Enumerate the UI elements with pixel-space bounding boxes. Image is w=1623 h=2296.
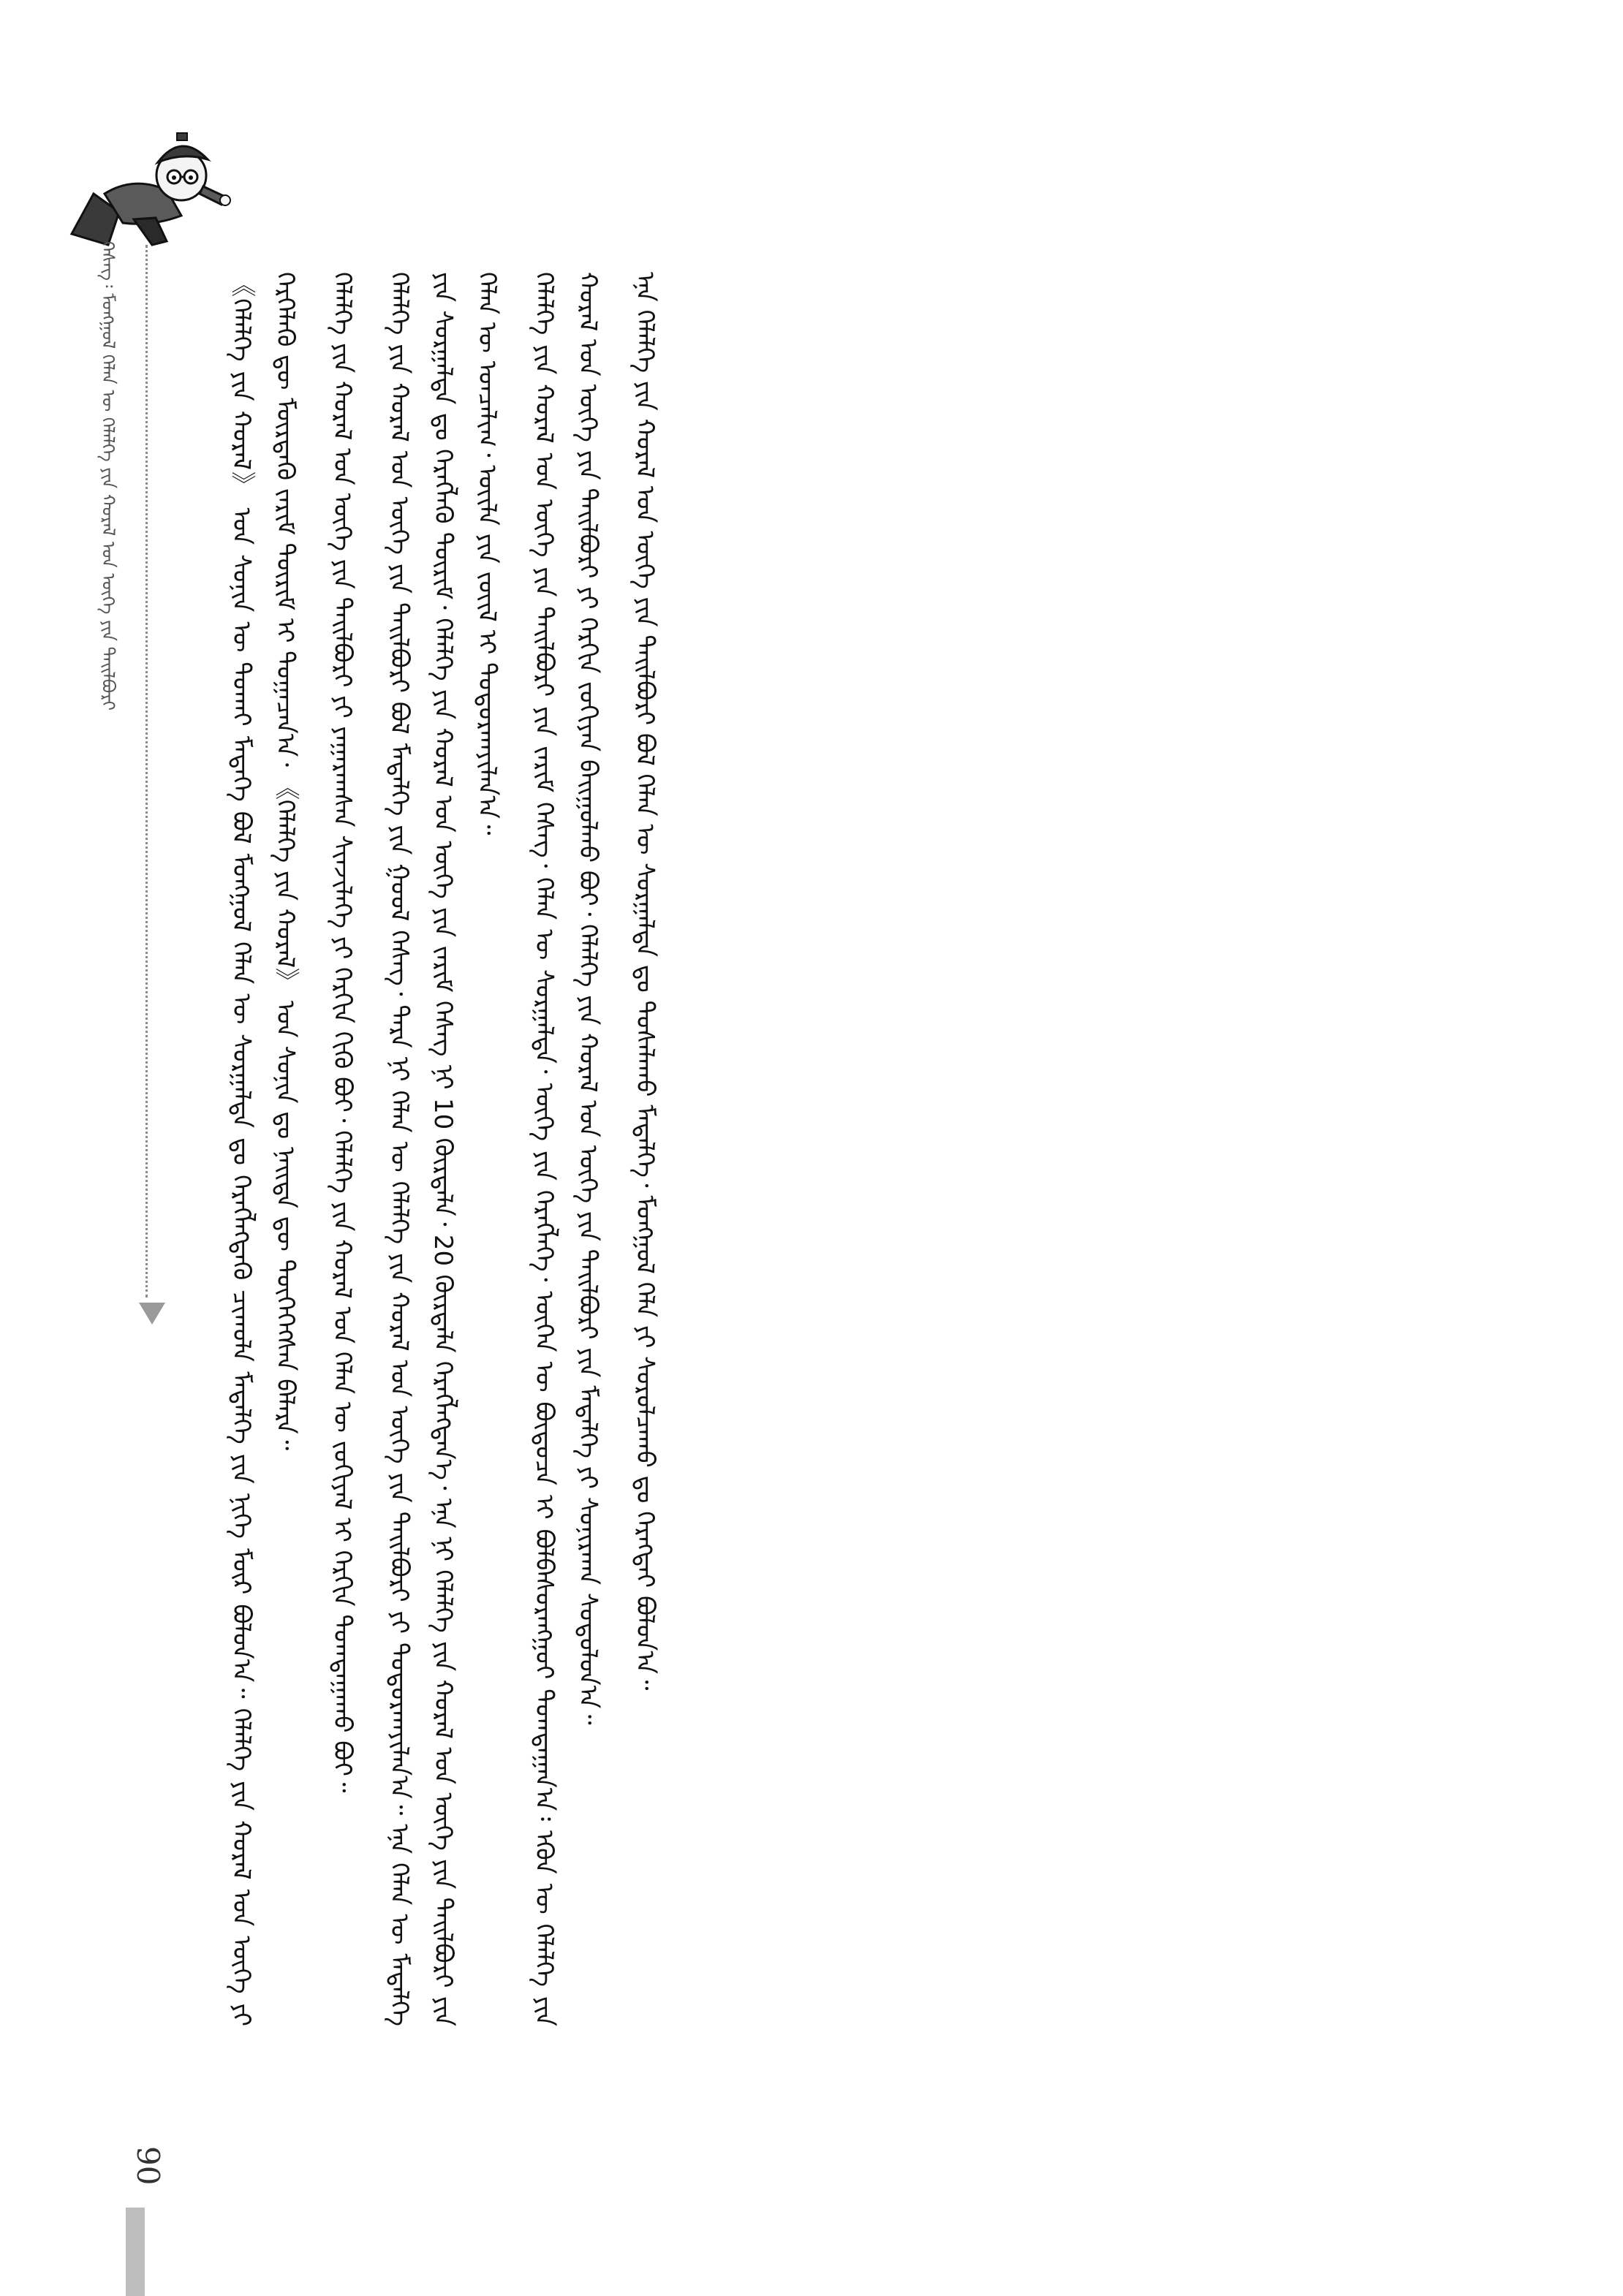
paragraph: ᠬᠡᠯᠡᠯᠭᠡ ᠶᠢᠨ ᠬᠤᠷᠠᠯ ᠤᠨ ᠦᠭᠡ ᠶᠢᠨ ᠲᠠᠢᠯᠪᠤᠷᠢ ᠶᠢᠨ ᠵᠠᠷᠢᠮ ᠬᠡᠰᠡᠭ᠂ ᠬᠡᠯᠡᠨ ᠦ ᠰᠤᠷᠭᠠᠯᠲᠠ᠂ ᠦᠭᠡ ᠶᠢᠨ ᠬᠡᠷᠡᠭᠯᠡᠭᠡ᠂ ᠦᠭᠡᠨ ᠦ ᠪᠦᠲᠦᠴᠡ ᠢ ᠪᠣᠯᠪᠠᠰᠤᠷᠠᠩᠭᠤᠢ ᠲᠣᠭᠲᠠᠭᠠᠨ᠎ᠠ᠄ ᠡᠭᠦᠨ ᠦ ᠬᠡᠯᠡᠯᠭᠡ ᠶᠢᠨ ᠬᠤᠷᠠᠯ ᠤᠨ ᠦᠭᠡ ᠶᠢᠨ ᠲᠠᠢᠯᠪᠤᠷᠢ ᠶᠢ ᠬᠡᠷᠬᠢᠨ ᠵᠣᠬᠢᠶᠠᠨ ᠪᠠᠢᠭᠤᠯᠬᠤ ᠪᠤᠢ᠂ ᠬᠡᠯᠡᠯᠭᠡ ᠶᠢᠨ ᠬᠤᠷᠠᠯ ᠤᠨ ᠦᠭᠡ ᠶᠢᠨ ᠲᠠᠢᠯᠪᠤᠷᠢ ᠶᠢᠨ ᠮᠡᠳᠡᠯᠭᠡ ᠶᠢ ᠰᠣᠨᠢᠷᠬᠠᠨ ᠰᠤᠳᠤᠯᠤᠨ᠎ᠠ᠃	[529, 272, 602, 2026]
body-text	[219, 272, 1228, 2026]
header-dotted-divider	[145, 245, 148, 1297]
paragraph: ᠡᠨᠡ ᠬᠡᠯᠡᠯᠭᠡ ᠶᠢᠨ ᠬᠤᠷᠠᠯ ᠤᠨ ᠦᠭᠡ ᠶᠢᠨ ᠲᠠᠢᠯᠪᠤᠷᠢ ᠪᠣᠯ ᠬᠡᠯᠡᠨ ᠦ ᠰᠤᠷᠭᠠᠯᠲᠠ ᠳᠤ ᠲᠤᠰᠠᠯᠠᠬᠤ ᠮᠡᠳᠡᠯᠭᠡ᠂ ᠮᠣᠩᠭᠣᠯ ᠬᠡᠯᠡ ᠶᠢ ᠰᠤᠷᠤᠯᠴᠠᠬᠤ ᠳᠤ ᠬᠡᠷᠡᠭᠲᠡᠢ ᠪᠣᠯᠤᠨ᠎ᠠ᠃	[630, 272, 659, 1691]
paragraph: ᠬᠡᠯᠡᠯᠭᠡ ᠶᠢᠨ ᠬᠤᠷᠠᠯ ᠤᠨ ᠦᠭᠡ ᠶᠢᠨ ᠲᠠᠢᠯᠪᠤᠷᠢ ᠶᠢ ᠶᠠᠭᠠᠷᠠᠭᠰᠠᠨ ᠰᠢᠨᠵᠢᠯᠡᠭᠡ ᠶᠢ ᠬᠡᠷᠬᠢᠨ ᠬᠢᠬᠦ ᠪᠤᠢ᠂ ᠬᠡᠯᠡᠯᠭᠡ ᠶᠢᠨ ᠬᠤᠷᠠᠯ ᠤᠨ ᠬᠡᠯᠡᠨ ᠦ ᠵᠣᠬᠢᠶᠠᠯ ᠢ ᠬᠡᠷᠬᠢᠨ ᠲᠣᠭᠲᠠᠭᠠᠬᠤ ᠪᠤᠢ᠃	[328, 272, 357, 1793]
mascot-illustration	[64, 124, 232, 249]
header-triangle-marker	[139, 1303, 165, 1325]
paragraph: ᠬᠡᠯᠡᠯᠭᠡ ᠶᠢᠨ ᠬᠤᠷᠠᠯ ᠤᠨ ᠦᠭᠡ ᠶᠢᠨ ᠲᠠᠢᠯᠪᠤᠷᠢ ᠪᠣᠯ ᠮᠡᠳᠡᠯᠭᠡ ᠶᠢᠨ ᠭᠣᠣᠯ ᠬᠡᠰᠡᠭ᠂ ᠲᠡᠷᠡ ᠨᠢ ᠬᠡᠯᠡᠨ ᠦ ᠬᠡᠯᠡᠯᠭᠡ ᠶᠢᠨ ᠬᠤᠷᠠᠯ ᠤᠨ ᠦᠭᠡ ᠶᠢᠨ ᠲᠠᠢᠯᠪᠤᠷᠢ ᠶᠢ ᠲᠣᠳᠤᠷᠬᠠᠶᠢᠯᠠᠨ᠎ᠠ᠃ ᠡᠨᠡ ᠬᠡᠯᠡᠨ ᠦ ᠮᠡᠳᠡᠯᠭᠡ ᠶᠢᠨ ᠰᠤᠷᠭᠠᠯᠲᠠ ᠳᠤ ᠬᠡᠷᠡᠭᠯᠡᠬᠦ ᠳᠦᠷᠢᠮ᠂ ᠬᠡᠯᠡᠯᠭᠡ ᠶᠢᠨ ᠬᠤᠷᠠᠯ ᠤᠨ ᠦᠭᠡ ᠶᠢᠨ ᠵᠠᠷᠢᠮ ᠬᠡᠰᠡᠭ ᠨᠢ 10 ᠬᠦᠷᠲᠡᠯᠡ᠂ 20 ᠬᠦᠷᠲᠡᠯᠡ ᠬᠡᠷᠡᠭᠯᠡᠭᠳᠡᠨ᠎ᠡ᠂ ᠡᠨᠡ ᠨᠢ ᠬᠡᠯᠡᠯᠭᠡ ᠶᠢᠨ ᠬᠤᠷᠠᠯ ᠤᠨ ᠦᠭᠡ ᠶᠢᠨ ᠲᠠᠢᠯᠪᠤᠷᠢ ᠶᠢᠨ ᠬᠡᠯᠡᠨ ᠦ ᠣᠨᠴᠠᠯᠢᠭ᠂ ᠦᠢᠯᠡ ᠶᠢᠨ ᠵᠦᠢᠯ ᠢ ᠲᠣᠳᠤᠷᠬᠠᠶᠢᠯᠠᠨ᠎ᠠ᠃	[385, 272, 502, 2026]
page-edge-bar	[126, 2208, 145, 2296]
page-number: 90	[130, 2146, 166, 2186]
running-header-text: ᠬᠡᠰᠡᠭ᠄ ᠮᠣᠩᠭᠣᠯ ᠬᠡᠯᠡᠨ ᠦ ᠬᠡᠯᠡᠯᠭᠡ ᠶᠢᠨ ᠬᠤᠷᠠᠯ ᠤᠨ ᠦᠭᠡ ᠶᠢᠨ ᠲᠠᠢᠯᠪᠤᠷᠢ	[98, 241, 118, 711]
paragraph: 《ᠬᠡᠯᠡᠯᠭᠡ ᠶᠢᠨ ᠬᠤᠷᠠᠯ》 ᠤᠨ ᠰᠣᠨᠢᠨ ᠦ ᠲᠤᠬᠠᠢ ᠮᠡᠳᠡᠭᠡ ᠪᠣᠯ ᠮᠣᠩᠭᠣᠯ ᠬᠡᠯᠡᠨ ᠦ ᠰᠤᠷᠭᠠᠯᠲᠠ ᠳᠤ ᠬᠡᠷᠡᠭᠯᠡᠭᠳᠡᠬᠦ ᠴᠢᠬᠤᠯᠠ ᠮᠡᠳᠡᠯᠭᠡ ᠶᠢᠨ ᠨᠢᠭᠡ ᠮᠥᠷ ᠪᠣᠯᠤᠨ᠎ᠠ᠃ ᠬᠡᠯᠡᠯᠭᠡ ᠶᠢᠨ ᠬᠤᠷᠠᠯ ᠤᠨ ᠦᠭᠡ ᠶᠢ ᠬᠡᠷᠭᠡᠯᠡᠬᠦ ᠳᠦ ᠮᠥᠷᠳᠡᠬᠦ ᠵᠠᠷᠢᠮ ᠳᠦᠷᠢᠮ ᠢ ᠲᠣᠭᠠᠴᠠᠨ᠎ᠠ᠂ 《ᠬᠡᠯᠡᠯᠭᠡ ᠶᠢᠨ ᠬᠤᠷᠠᠯ》 ᠤᠨ ᠰᠣᠨᠢᠨ ᠳᠤ ᠨᠡᠢᠲᠡ ᠳᠦ ᠲᠦᠭᠡᠭᠡᠭᠰᠡᠨ ᠪᠡᠯᠡᠷᠡ᠃	[227, 272, 300, 2026]
running-header	[86, 241, 130, 1374]
